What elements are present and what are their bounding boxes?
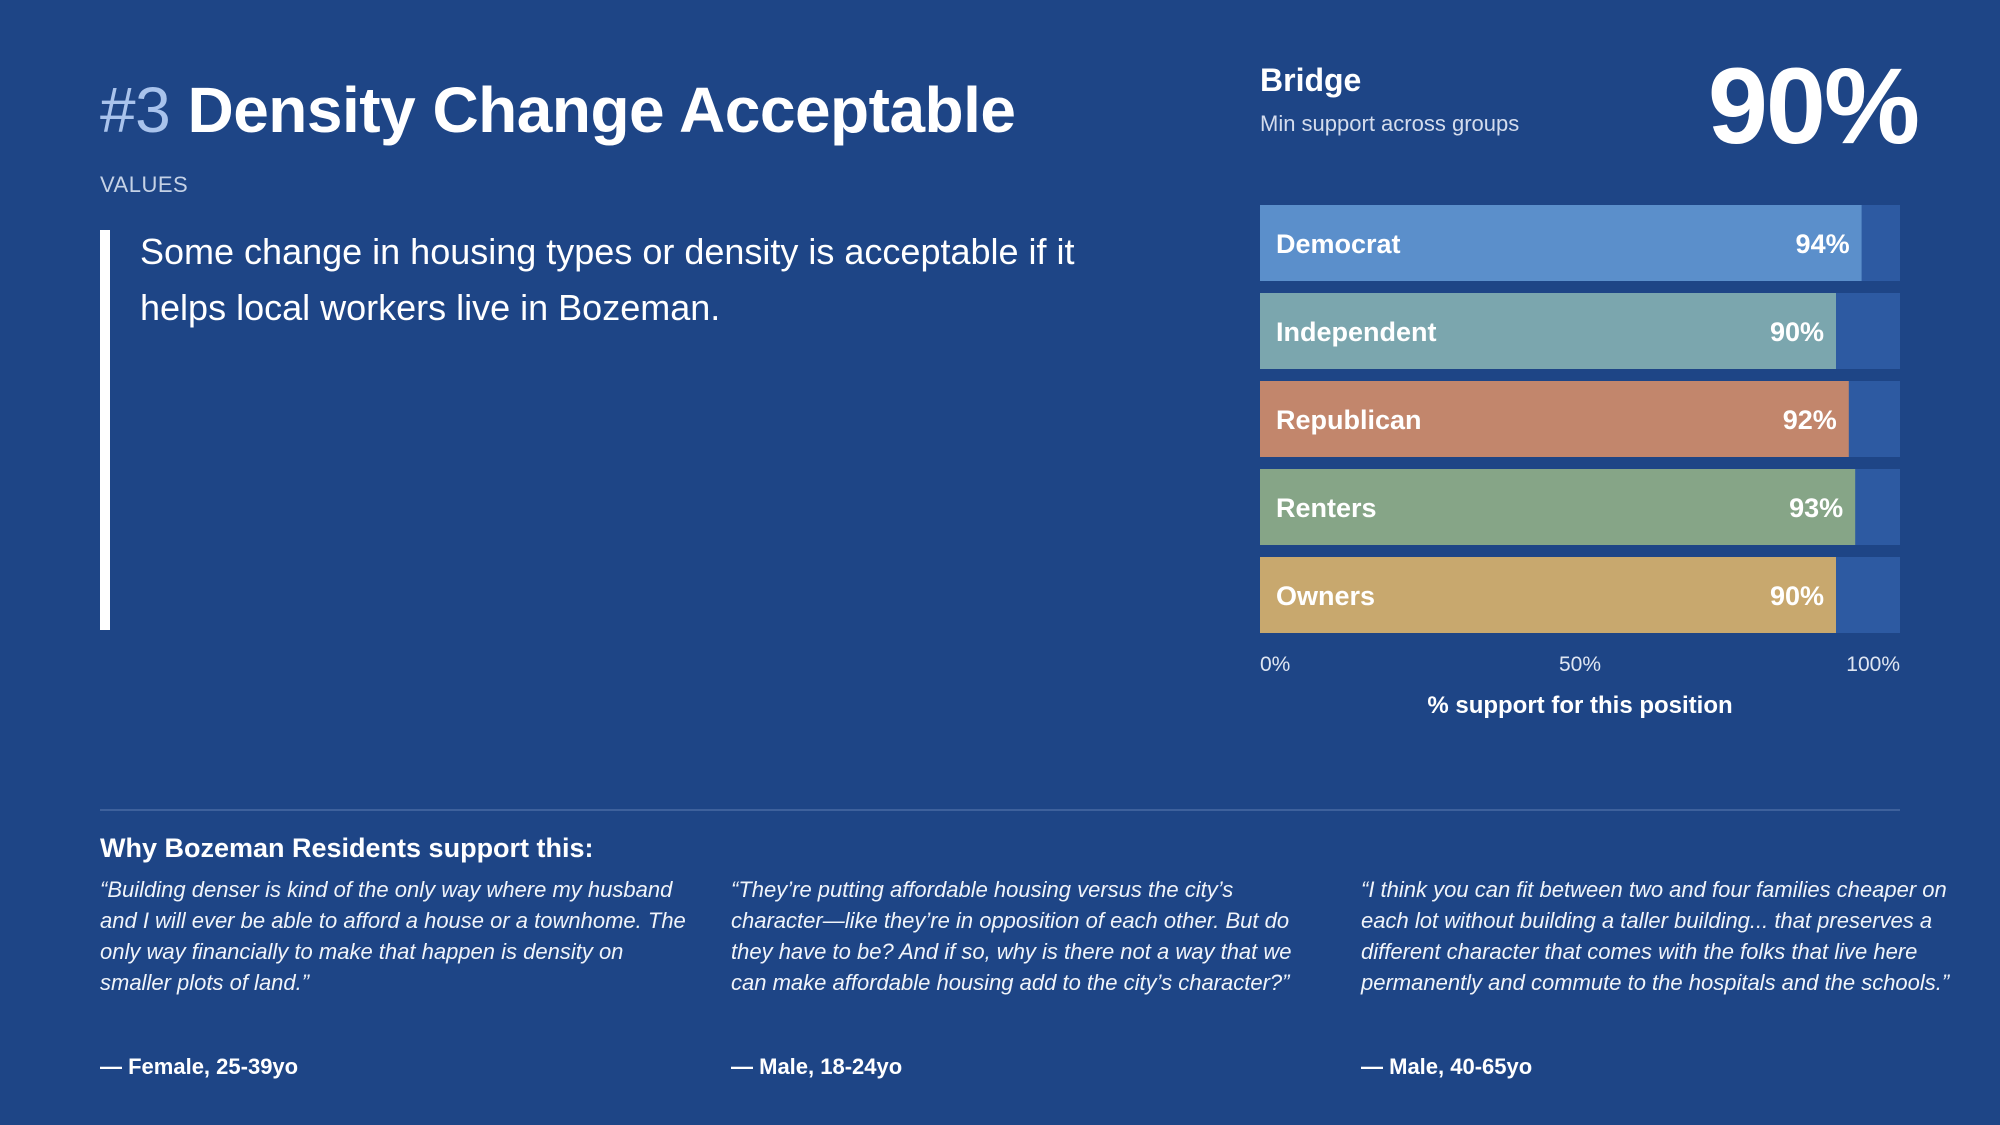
quote-card: [100, 874, 690, 1094]
x-tick-label: 100%: [1846, 653, 1900, 676]
bar-label-democrat: Democrat: [1276, 229, 1401, 259]
why-heading: Why Bozeman Residents support this:: [100, 833, 594, 863]
x-axis-title: % support for this position: [1427, 692, 1733, 719]
bar-value-owners: 90%: [1769, 581, 1824, 611]
title-number: #3: [100, 74, 171, 146]
quote-text: “Building denser is kind of the only way where my husband and I will ever be able to afford a house or a townhome. The only way financially to make that happen is density on smaller plots of land.”: [100, 877, 686, 995]
support-bar-chart: [1260, 205, 1900, 719]
bar-label-owners: Owners: [1276, 581, 1376, 611]
bar-label-independent: Independent: [1276, 317, 1437, 347]
bar-value-independent: 90%: [1769, 317, 1824, 347]
quote-attribution: — Male, 18-24yo: [731, 1054, 903, 1079]
bar-label-renters: Renters: [1276, 493, 1377, 523]
category-label: VALUES: [100, 172, 189, 197]
bridge-value: 90%: [1707, 45, 1918, 166]
quote-attribution: — Male, 40-65yo: [1361, 1054, 1533, 1079]
quote-attribution: — Female, 25-39yo: [100, 1054, 299, 1079]
page-title: [100, 70, 1016, 150]
statement-text: Some change in housing types or density is acceptable if it helps local workers live in Bozeman.: [140, 231, 1075, 328]
bar-label-republican: Republican: [1276, 405, 1422, 435]
bar-value-republican: 92%: [1782, 405, 1837, 435]
bridge-sublabel: Min support across groups: [1260, 111, 1520, 136]
bridge-label: Bridge: [1260, 62, 1362, 98]
quote-card: [731, 874, 1321, 1094]
bar-value-renters: 93%: [1789, 493, 1844, 523]
quote-text: “I think you can fit between two and four families cheaper on each lot without building a taller building... that preserves a different character that comes with the folks that live here permanently and commute to the hospitals and the schools.”: [1361, 877, 1950, 995]
bar-value-democrat: 94%: [1795, 229, 1850, 259]
title-text: Density Change Acceptable: [187, 74, 1016, 146]
x-tick-label: 50%: [1558, 653, 1602, 676]
section-divider: [100, 809, 1900, 811]
quote-text: “They’re putting affordable housing versus the city’s character—like they’re in opposition of each other. But do they have to be? And if so, why is there not a way that we can make affordable housing add to the city’s character?”: [731, 877, 1292, 995]
x-tick-label: 0%: [1260, 653, 1291, 676]
statement-rule: [100, 230, 110, 630]
quote-card: [1361, 874, 1951, 1094]
